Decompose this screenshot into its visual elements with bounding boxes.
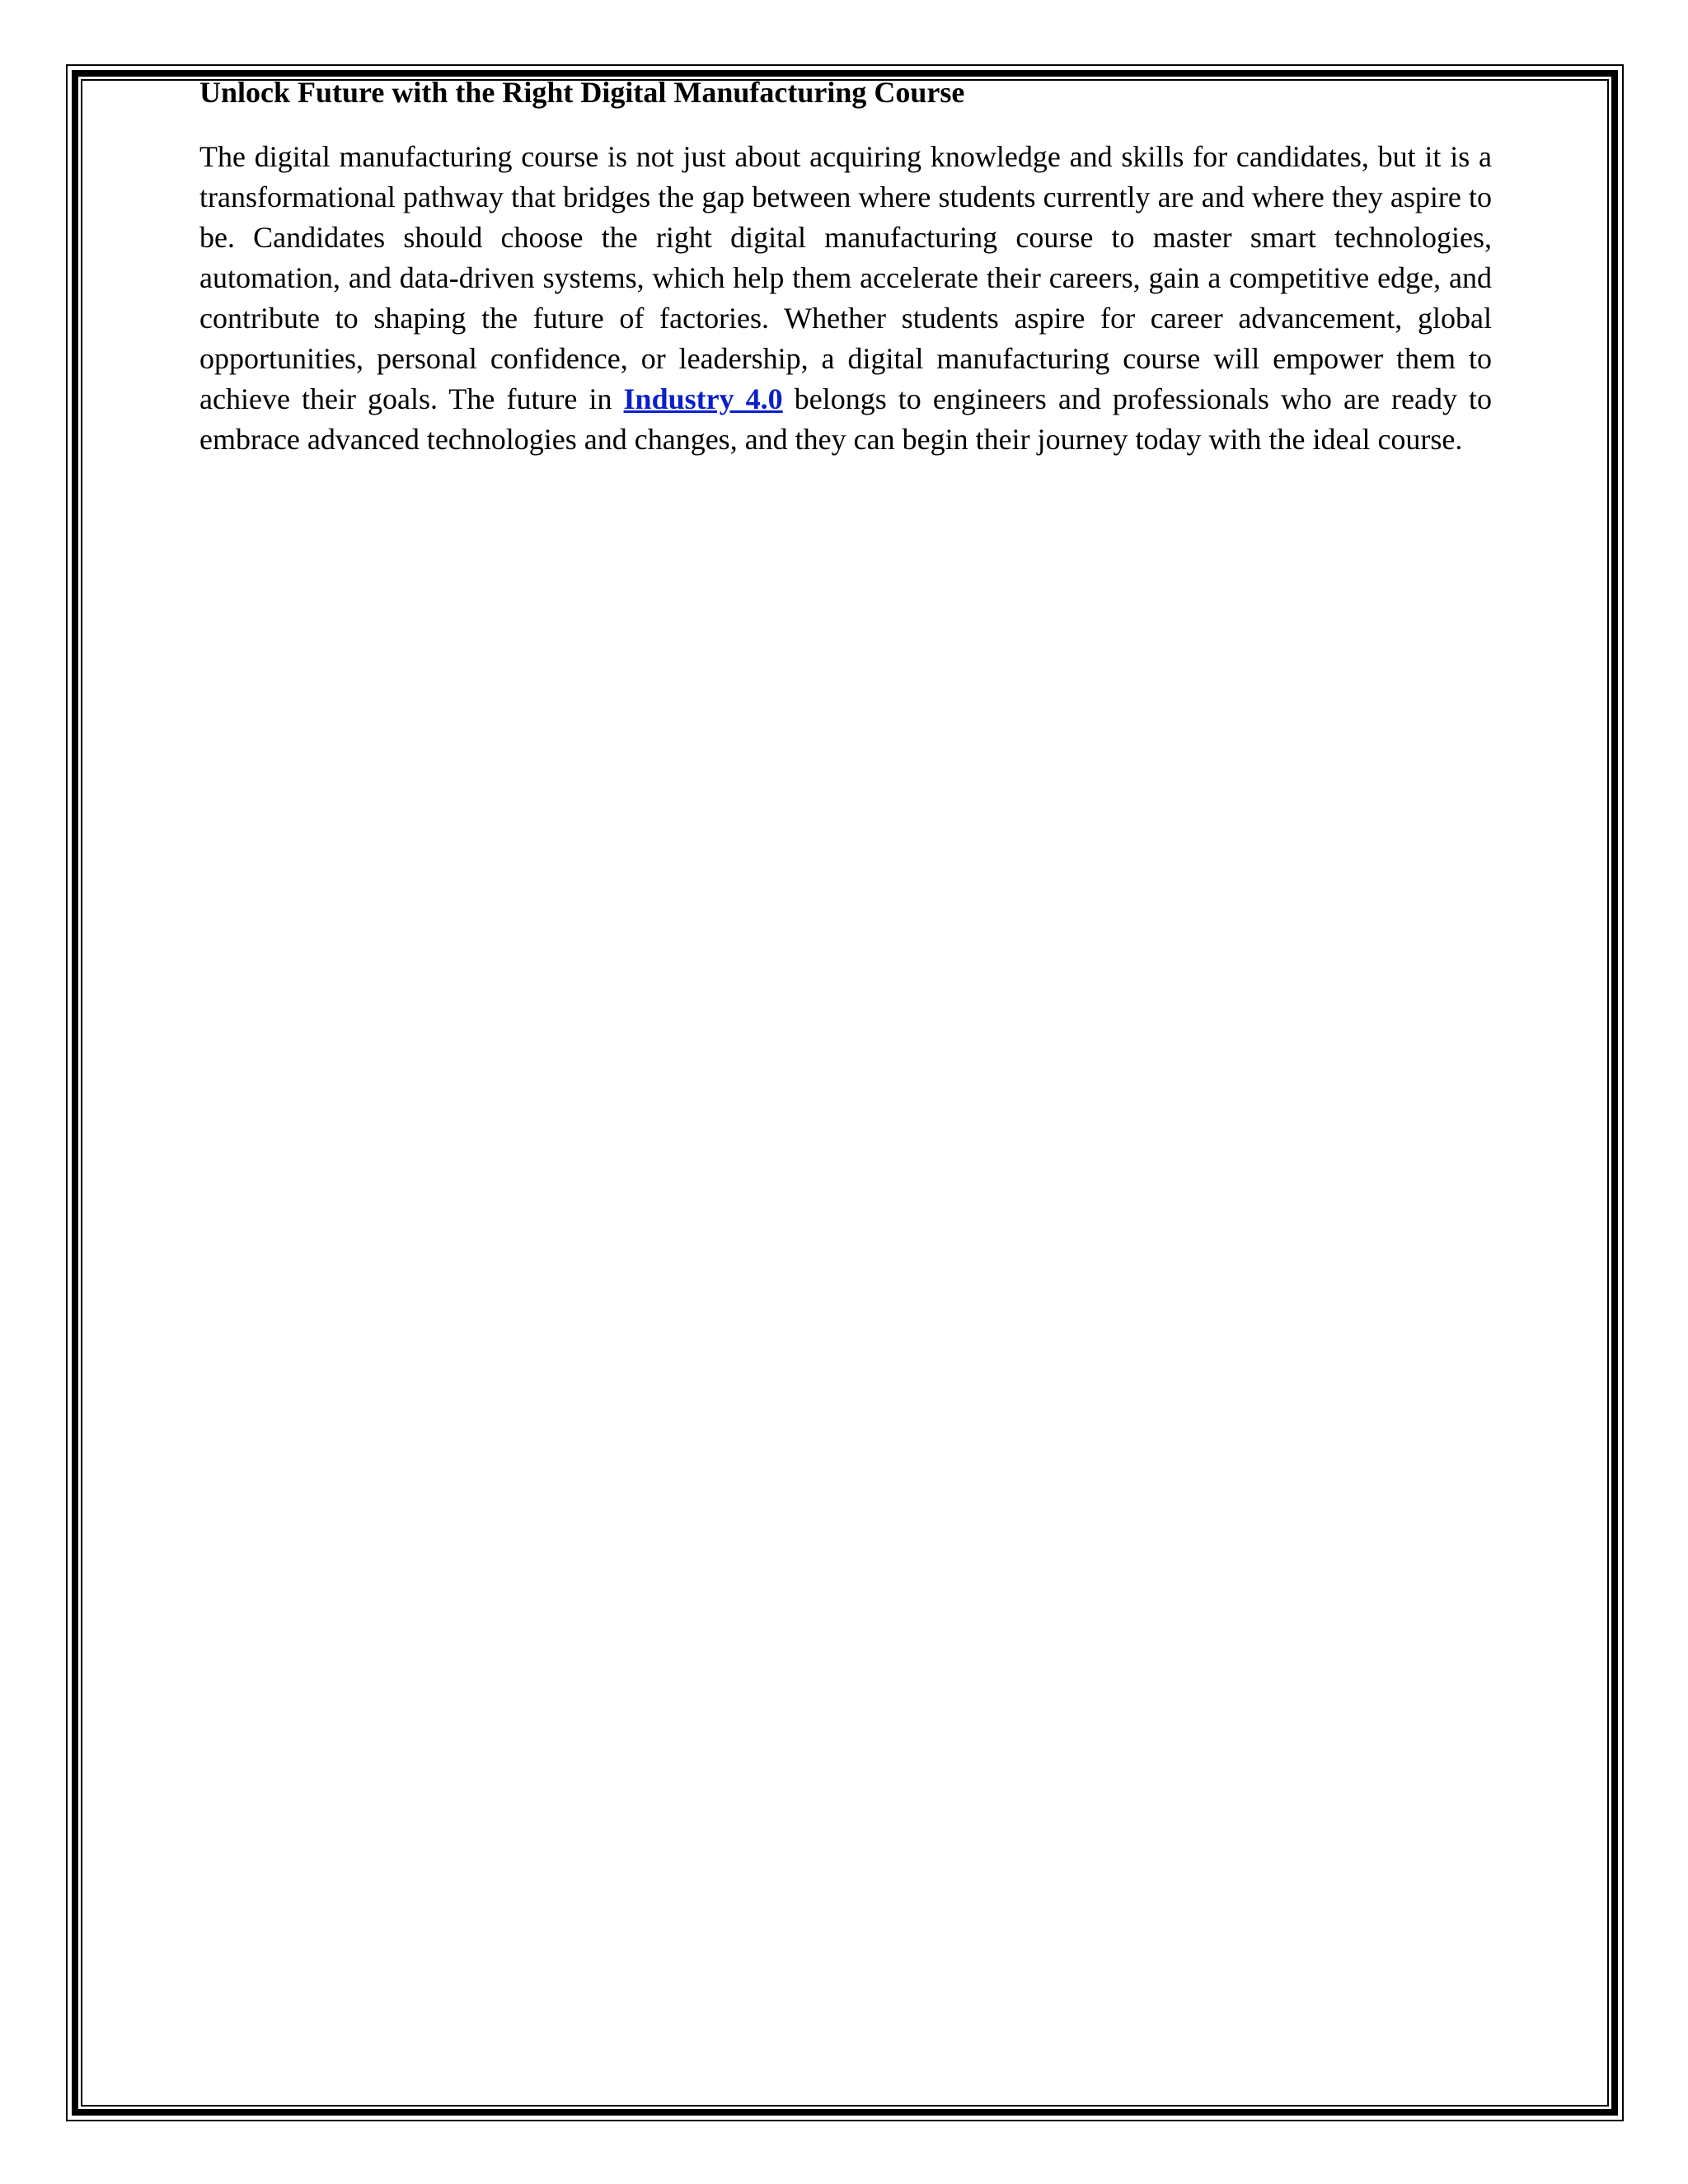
document-content (199, 74, 1492, 460)
industry-link[interactable]: Industry 4.0 (623, 382, 783, 415)
paragraph-text-before-link: The digital manufacturing course is not just about acquiring knowledge and skills for candidates, but it is a transformational pathway that bridges the gap between where students currently are and where they aspire to be. Candidates should choose the right digital manufacturing course to master smart technologies, automation, and data-driven systems, which help them accelerate their careers, gain a competitive edge, and contribute to shaping the future of factories. Whether students aspire for career advancement, global opportunities, personal confidence, or leadership, a digital manufacturing course will empower them to achieve their goals. The future in (199, 140, 1492, 415)
paragraph-text-after-link: belongs to engineers and professionals who are ready to embrace advanced technologies and changes, and they can begin their journey today with the ideal course. (199, 382, 1493, 456)
body-paragraph (199, 137, 1492, 460)
document-heading: Unlock Future with the Right Digital Manufacturing Course (199, 76, 965, 109)
